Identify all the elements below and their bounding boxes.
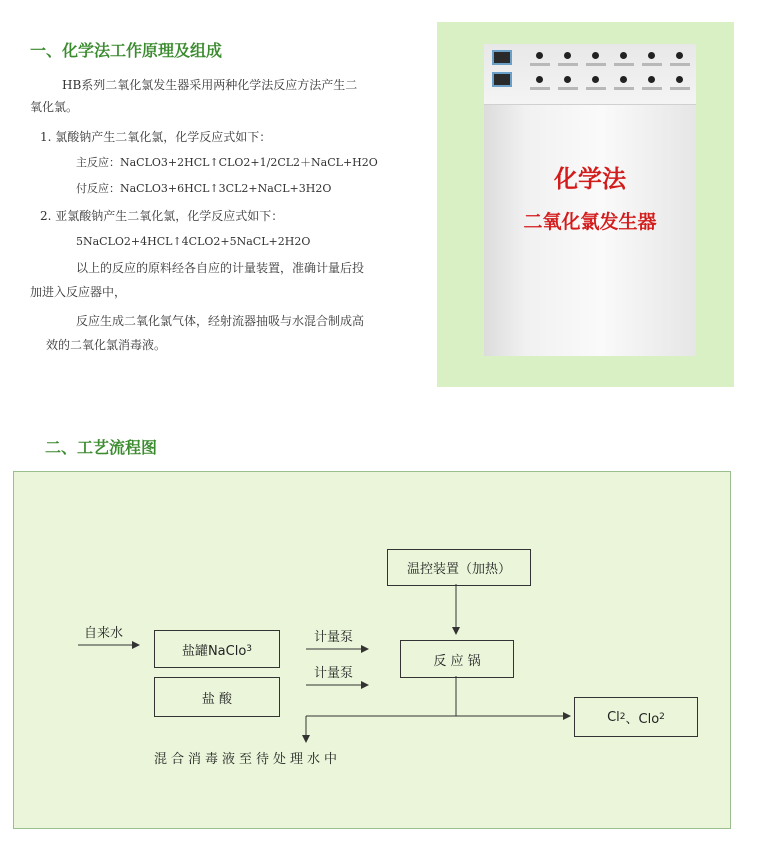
knob-label (586, 87, 606, 90)
main-reaction: 主反应：NaCLO3+2HCL↑CLO2+1/2CL2＋NaCL+H2O (76, 156, 378, 169)
product-photo (437, 22, 734, 387)
process-flow-chart (13, 471, 731, 829)
salt-tank-label: 盐罐NaClo (181, 643, 247, 659)
knob-label (614, 63, 634, 66)
para1-line2: 加进入反应器中， (30, 285, 127, 299)
knob-icon (536, 52, 543, 59)
knob-icon (592, 76, 599, 83)
panel-title-line2: 二氧化氯发生器 (523, 211, 657, 233)
output-sub1: 2 (619, 712, 626, 722)
flow-connectors (14, 472, 730, 828)
knob-label (558, 87, 578, 90)
knob-label (614, 87, 634, 90)
salt-tank-subscript: 3 (246, 644, 253, 654)
knob-icon (648, 52, 655, 59)
item1-heading: 1. 氯酸钠产生二氧化氯，化学反应式如下： (40, 130, 272, 144)
acid-label: 盐 酸 (201, 691, 233, 707)
reaction2: 5NaCLO2+4HCL↑4CLO2+5NaCL+2H2O (76, 235, 311, 248)
knob-icon (676, 76, 683, 83)
side-reaction: 付反应：NaCLO3+6HCL↑3CL2+NaCL+3H2O (76, 182, 332, 195)
knob-icon (676, 52, 683, 59)
meter-display-1 (492, 50, 512, 65)
knob-icon (648, 76, 655, 83)
control-panel (484, 44, 696, 105)
reactor-label: 反 应 锅 (433, 653, 481, 669)
gas-output-box (574, 697, 698, 737)
knob-label (530, 63, 550, 66)
knob-icon (620, 76, 627, 83)
knob-label (642, 63, 662, 66)
intro-line1: HB系列二氧化氯发生器采用两种化学法反应方法产生二 (62, 78, 358, 92)
temperature-control-box (387, 549, 531, 586)
para1-line1: 以上的反应的原料经各自应的计量装置，准确计量后投 (76, 261, 365, 275)
intro-line2: 氧化氯。 (30, 100, 79, 114)
output-clo: 、Clo (625, 711, 660, 727)
mixed-solution-label: 混合消毒液至待处理水中 (154, 752, 342, 767)
para2-line1: 反应生成二氧化氯气体，经射流器抽吸与水混合制成高 (76, 314, 365, 328)
knob-icon (592, 52, 599, 59)
heater-label: 温控装置（加热） (406, 562, 511, 577)
knob-icon (620, 52, 627, 59)
hydrochloric-acid-box (154, 677, 280, 717)
knob-icon (564, 52, 571, 59)
knob-icon (536, 76, 543, 83)
meter-display-2 (492, 72, 512, 87)
knob-label (558, 63, 578, 66)
knob-label (586, 63, 606, 66)
metering-pump-1-label: 计量泵 (314, 630, 354, 645)
knob-label (670, 87, 690, 90)
metering-pump-2-label: 计量泵 (314, 666, 354, 681)
tap-water-label: 自来水 (84, 626, 124, 641)
knob-label (670, 63, 690, 66)
para2-line2: 效的二氧化氯消毒液。 (46, 338, 167, 352)
panel-title-line1: 化学法 (554, 165, 626, 193)
knob-label (642, 87, 662, 90)
section1-title: 一、化学法工作原理及组成 (30, 41, 223, 60)
output-sub2: 2 (659, 712, 665, 722)
generator-cabinet (484, 44, 696, 356)
reactor-box (400, 640, 514, 678)
section2-title: 二、工艺流程图 (45, 438, 158, 457)
output-cl: Cl (607, 709, 620, 725)
knob-label (530, 87, 550, 90)
knob-icon (564, 76, 571, 83)
item2-heading: 2. 亚氯酸钠产生二氧化氯，化学反应式如下： (40, 209, 284, 223)
salt-tank-box (154, 630, 280, 668)
